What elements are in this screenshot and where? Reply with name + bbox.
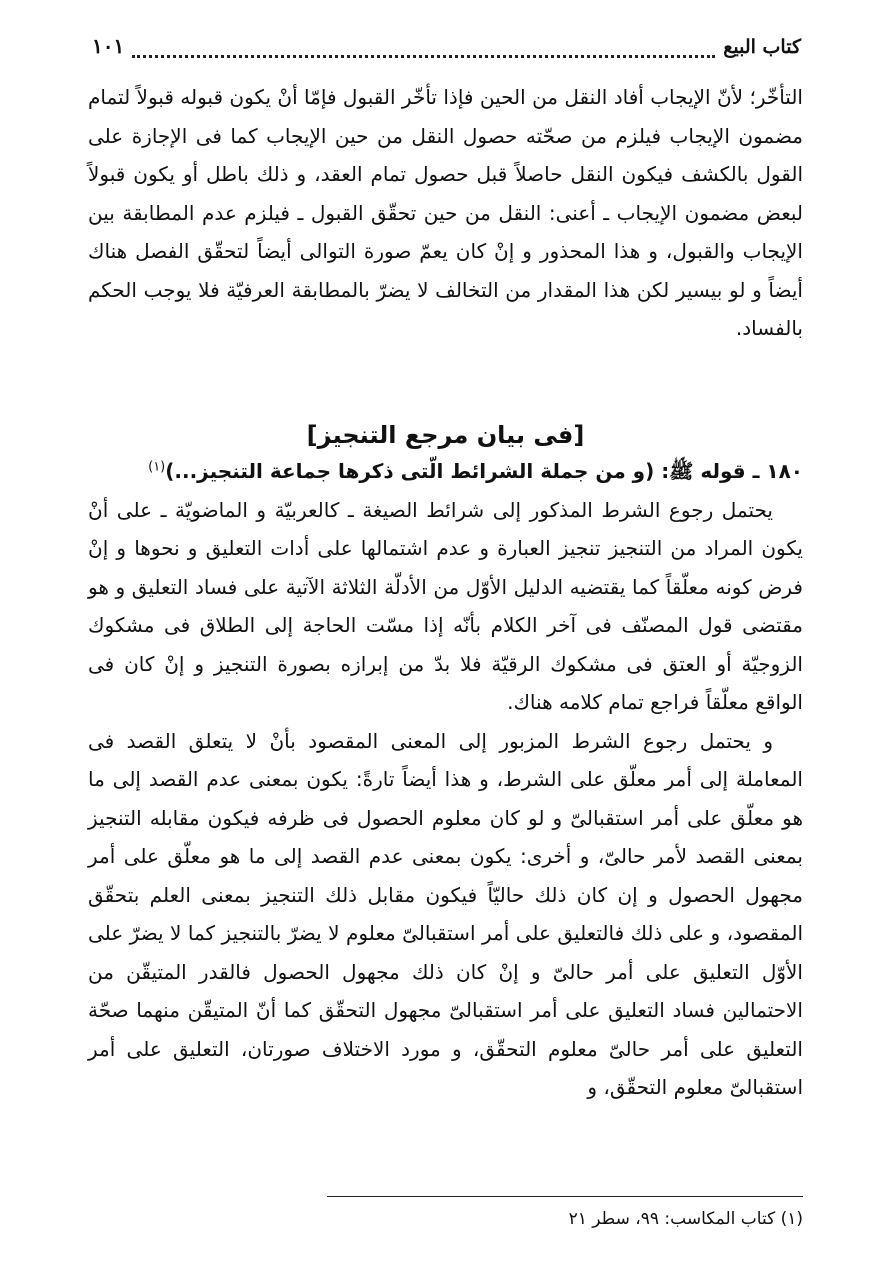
page-number: ١٠١ <box>92 34 125 58</box>
footnote-separator <box>327 1196 803 1197</box>
footnote: (١) كتاب المكاسب: ٩٩، سطر ٢١ <box>568 1209 803 1229</box>
running-title: كتاب البيع <box>723 36 801 58</box>
entry-paragraph: و يحتمل رجوع الشرط المزبور إلى المعنى المقصود بأنْ لا يتعلق القصد فى المعاملة إلى أمر معلّق على الشرط، و هذا أيضاً تارةً: يكون بمعنى عدم القصد إلى ما هو معلّق على أمر استقبالىّ و لو كان معلوم الحصول فى ظرفه فيكون مقابله التنجيز بمعنى القصد لأمر حالىّ، و أخرى: يكون بمعنى عدم القصد إلى ما هو معلّق على أمر مجهول الحصول و إن كان ذلك حاليّاً فيكون مقابل ذلك التنجيز بمعنى العلم بتحقّق المقصود، و على ذلك فالتعليق على أمر استقبالىّ معلوم لا يضرّ بالتنجيز كما لا يضرّ على الأوّل التعليق على أمر حالىّ و إنْ كان ذلك مجهول الحصول فالقدر المتيقّن من الاحتمالين فساد التعليق على أمر استقبالىّ مجهول التحقّق كما أنّ المتيقّن منهما صحّة التعليق على أمر حالىّ معلوم التحقّق، و مورد الاختلاف صورتان، التعليق على أمر استقبالىّ معلوم التحقّق، و <box>88 728 803 1099</box>
commentary-entry <box>88 452 803 1107</box>
entry-paragraph: يحتمل رجوع الشرط المذكور إلى شرائط الصيغة ـ كالعربيّة و الماضويّة ـ على أنْ يكون المراد من التنجيز تنجيز العبارة و عدم اشتمالها على أدات التعليق و نحوها و إنْ فرض كونه معلّقاً كما يقتضيه الدليل الأوّل من الأدلّة الثلاثة الآتية على فساد التعليق و هو مقتضى قول المصنّف فى آخر الكلام بأنّه إذا مسّت الحاجة إلى الطلاق فى مشكوك الزوجيّة أو العتق فى مشكوك الرقيّة فلا بدّ من إبرازه بصورة التنجيز و إنْ كان فى الواقع معلّقاً فراجع تمام كلامه هناك. <box>88 497 803 714</box>
continued-paragraph <box>88 78 803 348</box>
entry-heading: ١٨٠ ـ قوله ﷺ: (و من جملة الشرائط الّتى ذكرها جماعة التنجيز...) <box>165 459 803 483</box>
paragraph-text: التأخّر؛ لأنّ الإيجاب أفاد النقل من الحين فإذا تأخّر القبول فإمّا أنْ يكون قبوله قبولاً لتمام مضمون الإيجاب فيلزم من صحّته حصول النقل من حين الإيجاب كما فى الإجازة على القول بالكشف فيكون النقل حاصلاً قبل حصول تمام العقد، و ذلك باطل أو يكون قبولاً لبعض مضمون الإيجاب ـ أعنى: النقل من حين تحقّق القبول ـ فيلزم عدم المطابقة بين الإيجاب والقبول، و هذا المحذور و إنْ كان يعمّ صورة التوالى أيضاً لتحقّق الفصل هناك أيضاً و لو بيسير لكن هذا المقدار من التخالف لا يضرّ بالمطابقة العرفيّة فلا يوجب الحكم بالفساد. <box>88 85 803 340</box>
dotted-leader <box>132 41 715 58</box>
section-title: [فى بيان مرجع التنجيز] <box>306 421 585 449</box>
entry-heading-line <box>88 452 803 491</box>
footnote-reference: (١) <box>148 459 166 475</box>
running-header <box>92 34 801 64</box>
